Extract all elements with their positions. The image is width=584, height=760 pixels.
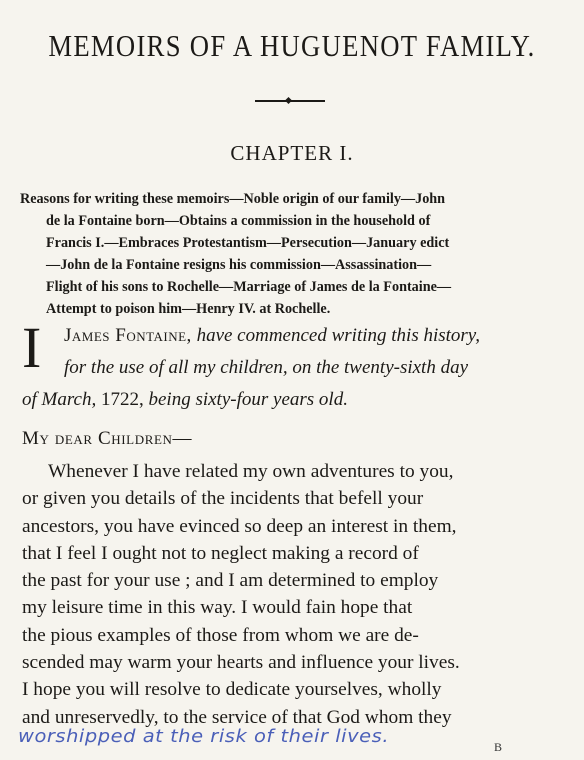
book-title: MEMOIRS OF A HUGUENOT FAMILY. — [48, 28, 536, 63]
divider-diamond-icon — [285, 97, 292, 104]
body-line: scended may warm your hearts and influence your lives. — [22, 652, 460, 674]
chapter-heading: CHAPTER I. — [230, 141, 354, 165]
body-line: or given you details of the incidents that befell your — [22, 488, 424, 510]
synopsis-line: Flight of his sons to Rochelle—Marriage of James de la Fontaine— — [46, 279, 452, 295]
author-name: James Fontaine, — [64, 325, 192, 346]
opening-paragraph — [22, 315, 582, 416]
handwritten-annotation: worshipped at the risk of their lives. — [18, 726, 390, 747]
salutation: My dear Children— — [22, 428, 193, 449]
synopsis-line: Reasons for writing these memoirs—Noble origin of our family—John — [20, 191, 446, 207]
body-paragraph — [22, 458, 584, 731]
body-line: Whenever I have related my own adventures to you, — [48, 461, 454, 482]
opening-line — [22, 352, 582, 384]
opening-text: have commenced writing this history, — [196, 325, 480, 346]
signature-mark: B — [494, 740, 503, 754]
synopsis-line: Attempt to poison him—Henry IV. at Rochelle. — [46, 301, 331, 317]
body-line: I hope you will resolve to dedicate yourselves, wholly — [22, 679, 442, 701]
drop-cap: I — [22, 315, 42, 380]
body-line: ancestors, you have evinced so deep an interest in them, — [22, 515, 457, 537]
body-line: my leisure time in this way. I would fain hope that — [22, 597, 413, 619]
opening-line — [22, 320, 582, 352]
opening-line — [22, 384, 582, 416]
body-line: the pious examples of those from whom we are de- — [22, 624, 419, 646]
opening-text: being sixty-four years old. — [148, 389, 348, 410]
chapter-synopsis — [20, 188, 580, 320]
opening-year: 1722, — [100, 389, 144, 410]
title-divider-ornament — [255, 100, 325, 105]
synopsis-line: Francis I.—Embraces Protestantism—Persecution—January edict — [46, 235, 450, 251]
body-line: the past for your use ; and I am determined to employ — [22, 570, 439, 592]
synopsis-line: —John de la Fontaine resigns his commission—Assassination— — [46, 257, 432, 273]
opening-text: for the use of all my children, on the twenty-sixth day — [64, 357, 469, 378]
synopsis-line: de la Fontaine born—Obtains a commission in the household of — [46, 213, 431, 229]
body-line: that I feel I ought not to neglect making a record of — [22, 542, 419, 564]
opening-text: of March, — [22, 389, 97, 410]
body-line: and unreservedly, to the service of that God whom they — [22, 706, 452, 728]
